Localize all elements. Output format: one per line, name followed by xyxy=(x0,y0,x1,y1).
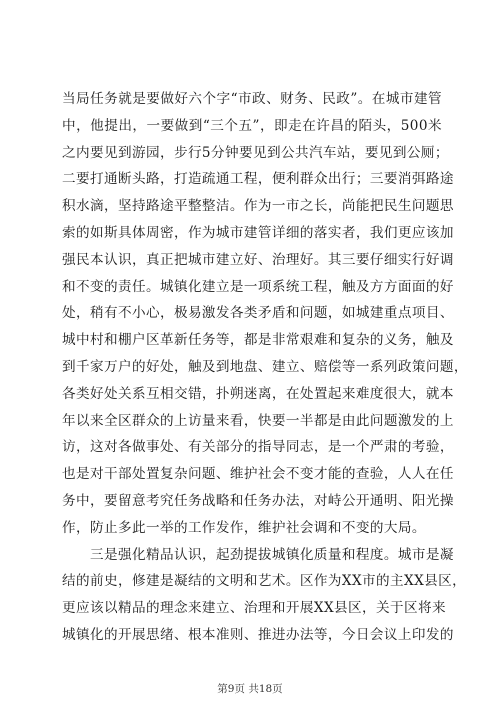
text-line: 中，他提出，一要做到“三个五”，即走在许昌的陌头，500米 xyxy=(62,117,442,134)
page-number: 第9页 共18页 xyxy=(217,683,283,695)
text-line: 到千家万户的好处，触及到地盘、建立、赔偿等一系列政策问题， xyxy=(62,358,468,375)
text-line: 积水滴，坚持路途平整整洁。作为一市之长，尚能把民生问题思 xyxy=(62,198,454,215)
text-line: 城镇化的开展思绪、根本准则、推进办法等，今日会议上印发的 xyxy=(62,626,454,643)
text-line: 更应该以精品的理念来建立、治理和开展XX县区，关于区将来 xyxy=(62,600,446,617)
text-line: 处，稍有不小心，极易激发各类矛盾和问题，如城建重点项目、 xyxy=(62,305,454,322)
text-line: 三是强化精品认识，起劲提拔城镇化质量和程度。城市是凝 xyxy=(90,546,454,563)
text-line: 年以来全区群众的上访量来看，快要一半都是由此问题激发的上 xyxy=(62,412,454,429)
text-line: 和不变的责任。城镇化建立是一项系统工程，触及方方面面的好 xyxy=(62,278,454,295)
text-line: 各类好处关系互相交错，扑朔迷离，在处置起来难度很大，就本 xyxy=(62,385,454,402)
text-line: 也是对干部处置复杂问题、维护社会不变才能的查验，人人在任 xyxy=(62,466,454,483)
text-line: 二要打通断头路，打造疏通工程，便利群众出行；三要消弭路途 xyxy=(62,171,454,188)
text-line: 当局任务就是要做好六个字“市政、财务、民政”。在城市建管 xyxy=(62,91,442,107)
text-line: 结的前史，修建是凝结的文明和艺术。区作为XX市的主XX县区， xyxy=(62,573,467,590)
text-line: 之内要见到游园，步行5分钟要见到公共汽车站，要见到公厕； xyxy=(62,144,449,161)
text-line: 索的如斯具体周密，作为城市建管详细的落实者，我们更应该加 xyxy=(62,224,454,241)
body-text xyxy=(62,86,468,649)
text-line: 务中，要留意考究任务战略和任务办法，对峙公开通明、阳光操 xyxy=(62,492,454,509)
text-line: 城中村和棚户区革新任务等，都是非常艰难和复杂的义务，触及 xyxy=(62,332,454,349)
text-line: 访，这对各做事处、有关部分的指导同志，是一个严肃的考验， xyxy=(62,439,454,456)
text-line: 强民本认识，真正把城市建立好、治理好。其三要仔细实行好调 xyxy=(62,251,454,268)
page-footer xyxy=(0,681,500,696)
text-line: 作，防止多此一举的工作发作，维护社会调和不变的大局。 xyxy=(62,519,426,536)
